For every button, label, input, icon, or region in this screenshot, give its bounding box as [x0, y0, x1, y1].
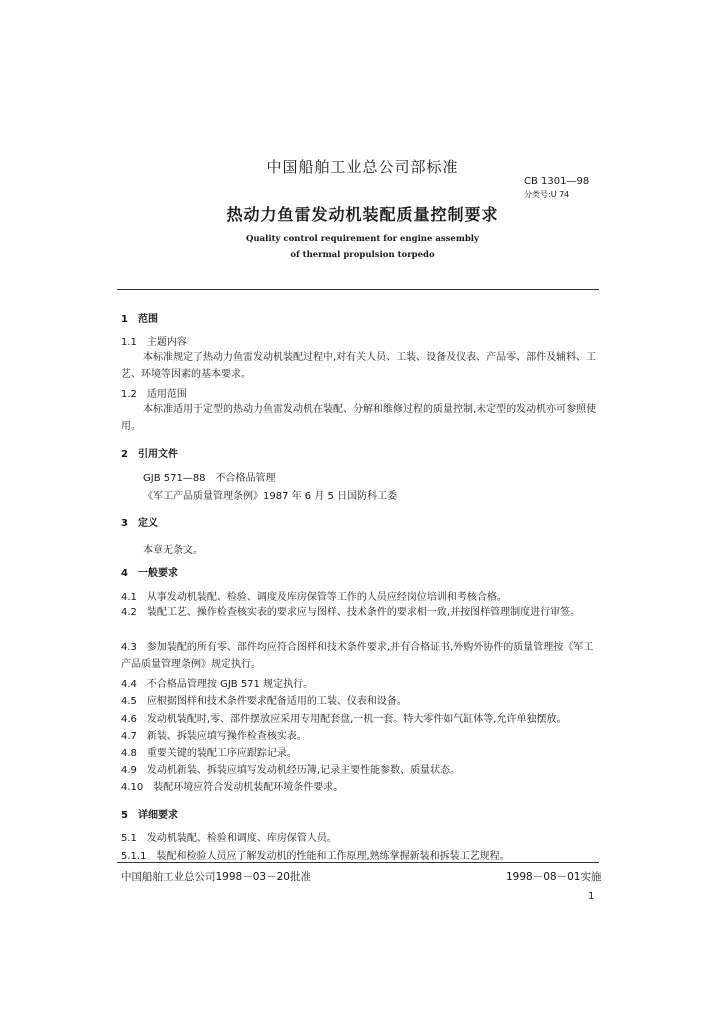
section-3-heading: 3 定义 — [121, 518, 158, 529]
section-4-heading: 4 一般要求 — [121, 568, 178, 579]
clause-4-5: 4.5 应根据图样和技术条件要求配备适用的工装、仪表和设备。 — [121, 696, 407, 707]
clause-4-3: 4.3 参加装配的所有零、部件均应符合图样和技术条件要求,并有合格证书,外购外协件的质量管理按《军工产品质量管理条例》规定执行。 — [121, 642, 594, 670]
clause-5-1: 5.1 发动机装配、检验和调度、库房保管人员。 — [121, 833, 337, 844]
section-3-text: 本章无条文。 — [143, 545, 203, 556]
issuing-organization: 中国船舶工业总公司部标准 — [266, 158, 459, 176]
clause-4-9: 4.9 发动机新装、拆装应填写发动机经历簿,记录主要性能参数、质量状态。 — [121, 765, 461, 776]
section-2-heading: 2 引用文件 — [121, 449, 178, 460]
reference-regulation: 《军工产品质量管理条例》1987 年 6 月 5 日国防科工委 — [143, 491, 398, 502]
section-1-2-text: 本标准适用于定型的热动力鱼雷发动机在装配、分解和维修过程的质量控制,未定型的发动机亦可参照使用。 — [121, 404, 597, 432]
document-title: 热动力鱼雷发动机装配质量控制要求 — [226, 205, 499, 224]
reference-gjb571: GJB 571—88 不合格品管理 — [143, 473, 276, 484]
section-1-1-heading: 1.1 主题内容 — [121, 337, 187, 348]
english-title-line2: of thermal propulsion torpedo — [290, 250, 435, 260]
approval-info: 中国船舶工业总公司1998－03－20批准 — [121, 871, 311, 883]
section-1-2-heading: 1.2 适用范围 — [121, 389, 187, 400]
clause-5-1-1: 5.1.1 装配和检验人员应了解发动机的性能和工作原理,熟练掌握新装和拆装工艺规程。 — [121, 851, 510, 862]
section-1-heading: 1 范围 — [121, 314, 158, 325]
clause-4-1: 4.1 从事发动机装配、检验、调度及库房保管等工作的人员应经岗位培训和考核合格。 — [121, 592, 507, 603]
clause-4-7: 4.7 新装、拆装应填写操作检查核实表。 — [121, 731, 307, 742]
clause-4-6: 4.6 发动机装配时,零、部件摆放应采用专用配套盘,一机一套。特大零件如气缸体等,允许单独摆放。 — [121, 714, 567, 725]
section-5-heading: 5 详细要求 — [121, 810, 178, 821]
effective-date: 1998－08－01实施 — [506, 871, 602, 883]
section-1-1-text: 本标准规定了热动力鱼雷发动机装配过程中,对有关人员、工装、设备及仪表、产品零、部件及辅料、工艺、环境等因素的基本要求。 — [121, 352, 597, 380]
page-number: 1 — [588, 891, 595, 902]
standard-code: CB 1301—98 — [524, 176, 590, 187]
footer-divider — [117, 862, 599, 863]
classification-number: 分类号:U 74 — [524, 190, 570, 199]
clause-4-10: 4.10 装配环境应符合发动机装配环境条件要求。 — [121, 782, 344, 793]
english-title-line1: Quality control requirement for engine assembly — [246, 234, 479, 244]
clause-4-8: 4.8 重要关键的装配工序应跟踪记录。 — [121, 748, 297, 759]
clause-4-4: 4.4 不合格品管理按 GJB 571 规定执行。 — [121, 679, 314, 690]
header-divider — [117, 289, 599, 290]
clause-4-2: 4.2 装配工艺、操作检查核实表的要求应与图样、技术条件的要求相一致,并按图样管理制度进行审签。 — [121, 607, 581, 618]
